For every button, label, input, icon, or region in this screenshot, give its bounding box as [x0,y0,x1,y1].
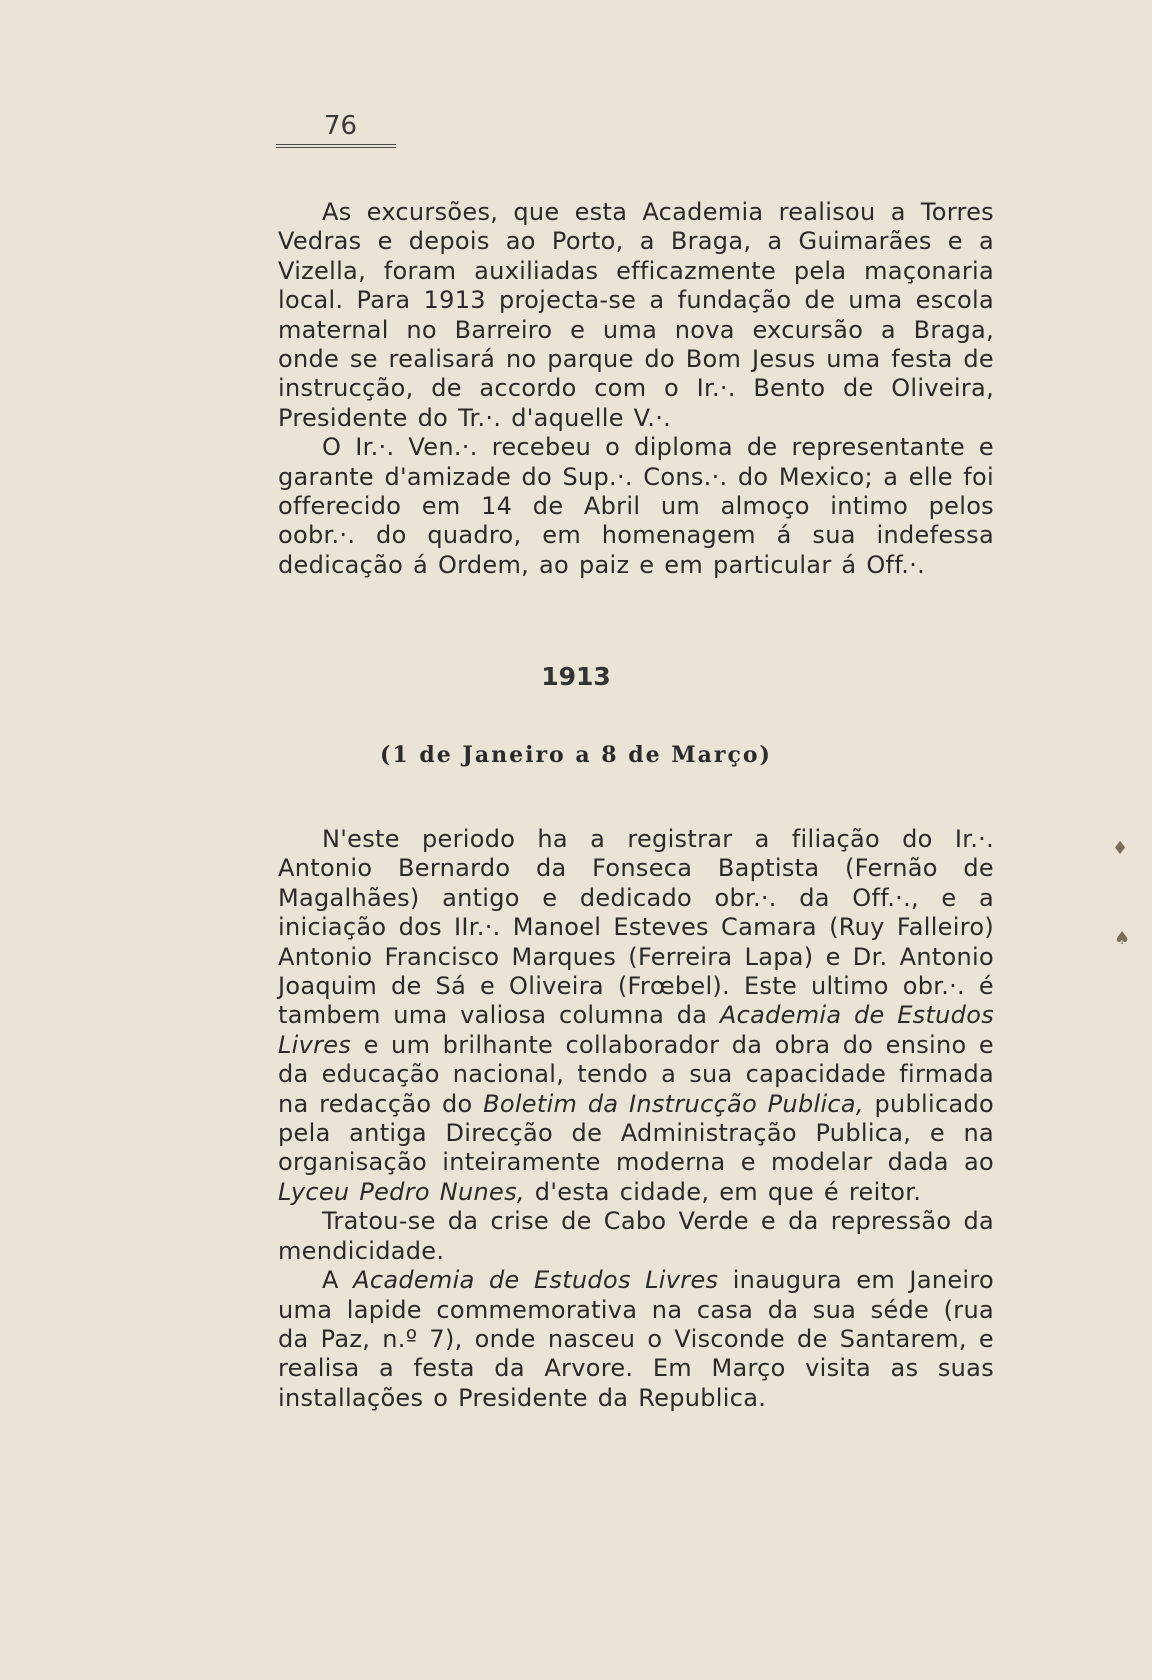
text-run: A [322,1266,354,1295]
paragraph: Tratou-se da crise de Cabo Verde e da repressão da mendicidade. [278,1207,994,1265]
paragraph [278,1266,994,1413]
text-run: N'este periodo ha a registrar a filiação do Ir.·. Antonio Bernardo da Fonseca Baptista (Fernão de Magalhães) antigo e dedicado obr.·. da Off.·., e a iniciação dos IIr.·. Manoel Esteves Camara (Ruy Falleiro) Antonio Francisco Marques (Ferreira Lapa) e Dr. Antonio Joaquim de Sá e Oliveira (Frœbel). Este ultimo obr.·. é tambem uma valiosa columna da [278,825,994,1030]
italic-title: Boletim da Instrucção Publica, [483,1089,864,1118]
text-run: inaugura em Janeiro uma lapide commemorativa na casa da sua séde (rua da Paz, n.º 7), onde nasceu o Visconde de Santarem, e realisa a festa da Arvore. Em Março visita as suas installações o Presidente da Republica. [278,1266,994,1412]
section2-body [278,825,994,1413]
text-run: d'esta cidade, em que é reitor. [524,1177,922,1206]
italic-title: Academia de Estudos Livres [353,1266,719,1295]
page-number-rule [276,144,396,148]
page-number-text: 76 [324,111,358,141]
text-run: e um brilhante collaborador da obra do ensino e da educação nacional, tendo a sua capacidade firmada na redacção do [278,1030,994,1118]
section1-body [278,198,994,580]
paragraph: O Ir.·. Ven.·. recebeu o diploma de representante e garante d'amizade do Sup.·. Cons.·. do Mexico; a elle foi offerecido em 14 de Abril um almoço intimo pelos oobr.·. do quadro, em homenagem á sua indefessa dedicação á Ordem, ao paiz e em particular á Off.·. [278,433,994,579]
margin-mark-icon: ♦ [1112,838,1129,859]
text-run: publicado pela antiga Direcção de Administração Publica, e na organisação inteiramente moderna e modelar dada ao [278,1089,995,1177]
page-number [276,112,396,148]
margin-mark-icon: ♠ [1114,928,1131,949]
paragraph: As excursões, que esta Academia realisou a Torres Vedras e depois ao Porto, a Braga, a Guimarães e a Vizella, foram auxiliadas efficazmente pela maçonaria local. Para 1913 projecta-se a fundação de uma escola maternal no Barreiro e uma nova excursão a Braga, onde se realisará no parque do Bom Jesus uma festa de instrucção, de accordo com o Ir.·. Bento de Oliveira, Presidente do Tr.·. d'aquelle V.·. [278,198,994,432]
year-heading: 1913 [541,662,611,691]
italic-title: Lyceu Pedro Nunes, [278,1177,525,1206]
paragraph [278,825,994,1207]
period-heading: (1 de Janeiro a 8 de Março) [380,742,772,768]
italic-title: Academia de Estudos Livres [278,1001,995,1059]
